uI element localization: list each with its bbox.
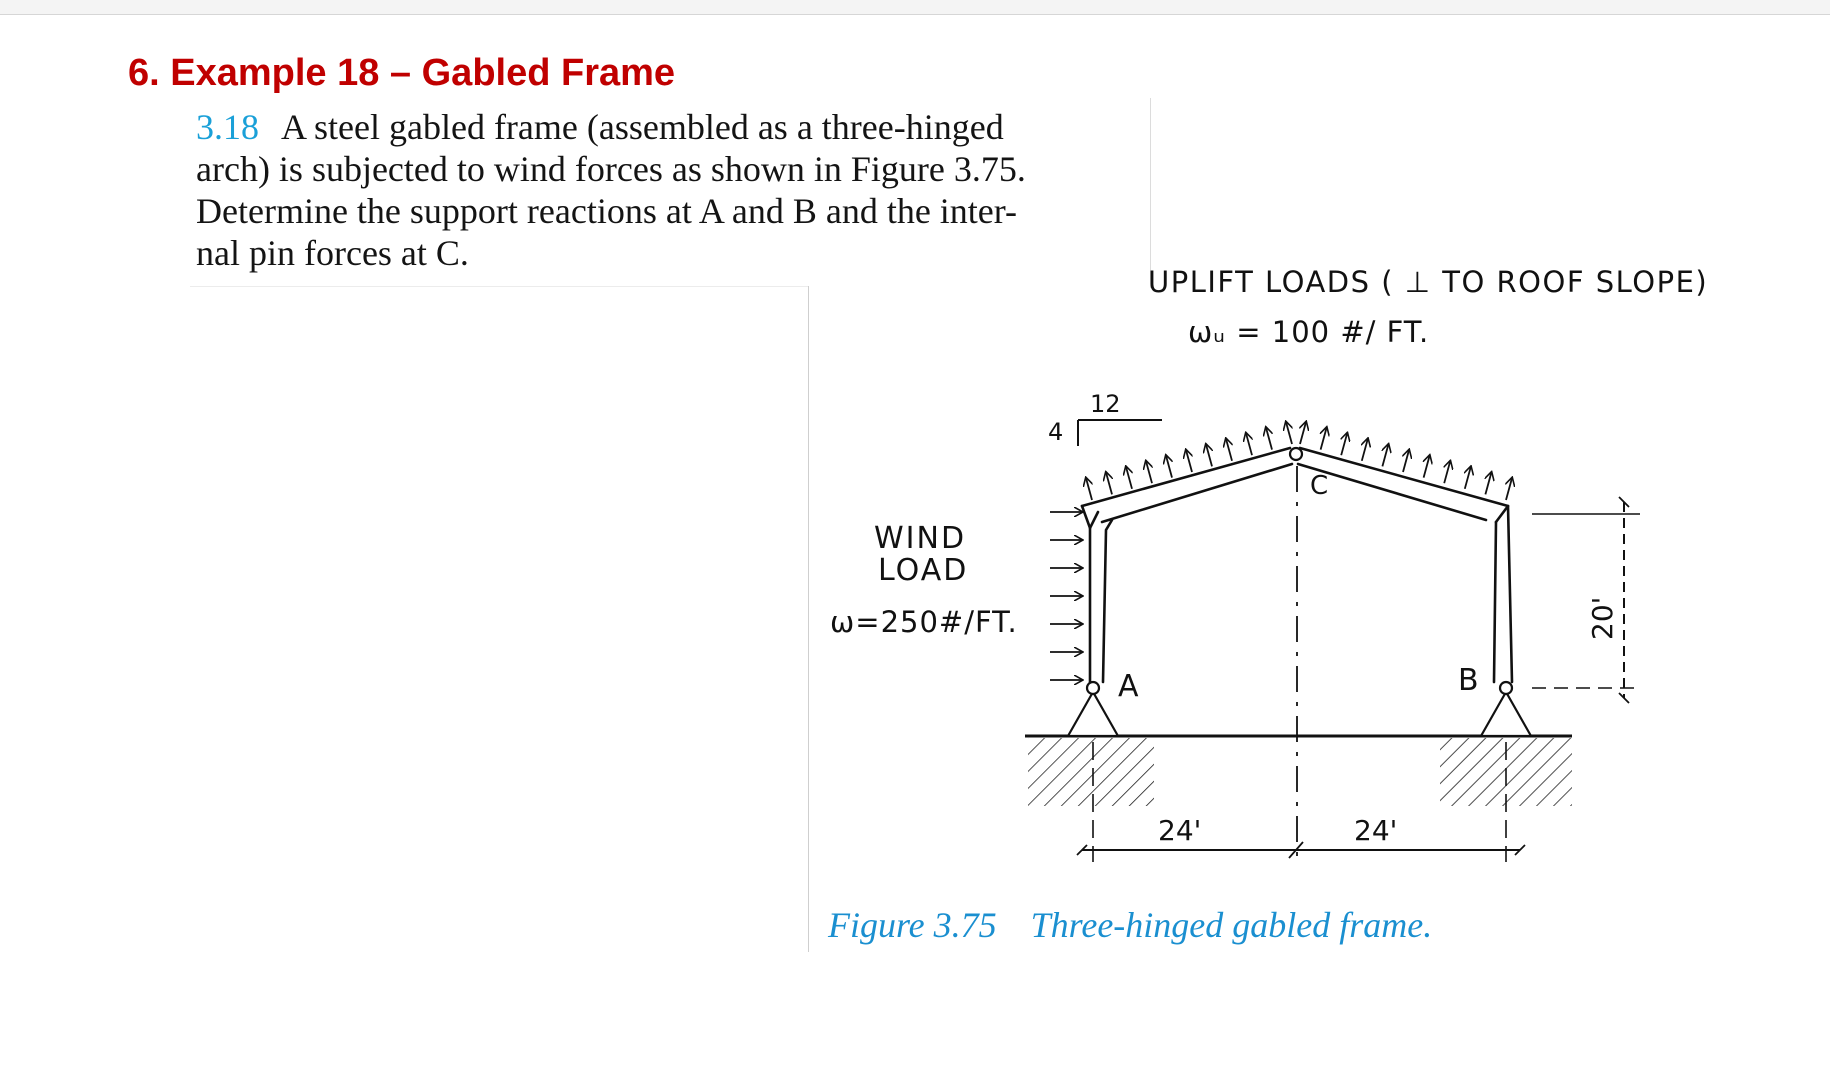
uplift-arrow xyxy=(1246,433,1252,455)
wind-value: ω=250#/FT. xyxy=(830,605,1018,639)
height-label: 20' xyxy=(1586,596,1619,640)
problem-line-1-text: A steel gabled frame (assembled as a three-hinged xyxy=(281,107,1004,147)
span-left-label: 24' xyxy=(1158,814,1202,847)
span-right-label: 24' xyxy=(1354,814,1398,847)
wind-label-2: LOAD xyxy=(878,553,969,588)
uplift-title: UPLIFT LOADS ( ⊥ TO ROOF SLOPE) xyxy=(1148,265,1709,299)
uplift-arrow xyxy=(1086,478,1092,500)
slope-indicator xyxy=(1078,420,1162,446)
label-b: B xyxy=(1458,663,1479,698)
slide-heading: 6. Example 18 – Gabled Frame xyxy=(128,52,676,94)
problem-number: 3.18 xyxy=(196,107,259,147)
wind-label-1: WIND xyxy=(874,521,967,556)
uplift-arrow xyxy=(1126,467,1132,489)
uplift-arrow xyxy=(1321,428,1327,450)
problem-line-3: Determine the support reactions at A and B and the inter- xyxy=(196,191,1018,231)
uplift-arrow xyxy=(1465,467,1471,489)
figure-caption xyxy=(828,904,1432,946)
uplift-arrow xyxy=(1506,478,1512,500)
uplift-arrow xyxy=(1444,461,1450,483)
problem-line-4: nal pin forces at C. xyxy=(196,233,469,273)
label-c: C xyxy=(1310,471,1329,501)
uplift-arrow xyxy=(1206,444,1212,466)
uplift-arrow xyxy=(1382,444,1388,466)
uplift-arrow xyxy=(1266,428,1272,450)
ground-hatch-left xyxy=(1028,738,1154,806)
label-a: A xyxy=(1118,669,1139,704)
uplift-arrow xyxy=(1166,456,1172,478)
support-b xyxy=(1481,682,1531,736)
uplift-arrow xyxy=(1300,422,1306,444)
uplift-arrow xyxy=(1341,433,1347,455)
uplift-arrow xyxy=(1403,450,1409,472)
caption-title: Three-hinged gabled frame. xyxy=(1030,905,1433,945)
slope-rise: 4 xyxy=(1048,418,1064,446)
uplift-arrow xyxy=(1106,472,1112,494)
pin-c xyxy=(1290,448,1302,460)
uplift-value: ωᵤ = 100 #/ FT. xyxy=(1188,315,1430,349)
uplift-arrow xyxy=(1186,450,1192,472)
uplift-arrow xyxy=(1485,472,1491,494)
uplift-arrow xyxy=(1424,456,1430,478)
support-a xyxy=(1068,682,1118,736)
uplift-arrow xyxy=(1226,439,1232,461)
uplift-arrow xyxy=(1362,439,1368,461)
uplift-arrow xyxy=(1146,461,1152,483)
caption-number: Figure 3.75 xyxy=(828,905,997,945)
uplift-arrow xyxy=(1286,422,1292,444)
wind-load-arrows xyxy=(1050,512,1082,680)
problem-line-2: arch) is subjected to wind forces as shown in Figure 3.75. xyxy=(196,149,1026,189)
slope-run: 12 xyxy=(1090,390,1121,418)
